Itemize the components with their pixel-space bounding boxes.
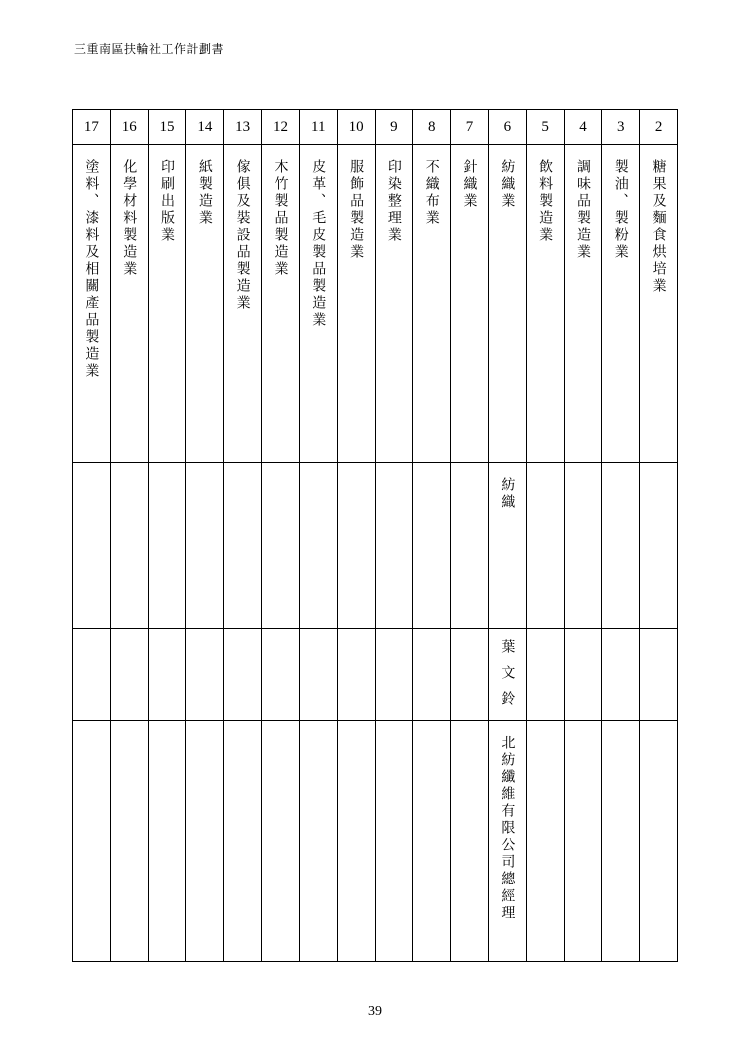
member-name-cell <box>337 629 375 721</box>
industry-cell <box>224 145 262 463</box>
number-cell: 2 <box>640 110 678 145</box>
industry-cell-text: 調味品製造業 <box>574 159 591 261</box>
number-cell: 9 <box>375 110 413 145</box>
industry-cell <box>488 145 526 463</box>
member-title-cell <box>262 721 300 962</box>
number-cell: 14 <box>186 110 224 145</box>
department-cell <box>564 463 602 629</box>
department-cell <box>337 463 375 629</box>
industry-cell <box>602 145 640 463</box>
industry-cell <box>299 145 337 463</box>
department-cell <box>186 463 224 629</box>
number-cell: 3 <box>602 110 640 145</box>
department-cell <box>602 463 640 629</box>
member-title-cell <box>224 721 262 962</box>
member-name-cell <box>375 629 413 721</box>
member-name-cell <box>640 629 678 721</box>
document-header-title: 三重南區扶輪社工作計劃書 <box>74 42 225 56</box>
industry-cell-text: 印刷出版業 <box>159 159 176 244</box>
industry-cell-text: 紡織業 <box>499 159 516 210</box>
member-name-cell-text: 葉文鈴 <box>499 639 516 717</box>
industry-cell-text: 製油、製粉業 <box>612 159 629 261</box>
industry-cell-text: 塗料、漆料及相關產品製造業 <box>83 159 100 380</box>
member-name-cell <box>110 629 148 721</box>
industry-cell <box>73 145 111 463</box>
member-name-cell <box>602 629 640 721</box>
industry-cell-text: 化學材料製造業 <box>121 159 138 278</box>
member-name-cell <box>526 629 564 721</box>
member-title-cell <box>186 721 224 962</box>
member-title-cell <box>526 721 564 962</box>
industry-cell-text: 不織布業 <box>423 159 440 227</box>
number-cell: 5 <box>526 110 564 145</box>
industry-cell <box>526 145 564 463</box>
member-name-cell <box>73 629 111 721</box>
industry-cell-text: 服飾品製造業 <box>348 159 365 261</box>
page-number: 39 <box>368 1004 382 1019</box>
number-row <box>73 110 678 145</box>
number-cell: 17 <box>73 110 111 145</box>
member-name-cell <box>451 629 489 721</box>
number-cell: 11 <box>299 110 337 145</box>
member-name-cell <box>148 629 186 721</box>
number-cell: 13 <box>224 110 262 145</box>
industry-cell <box>451 145 489 463</box>
member-title-cell <box>640 721 678 962</box>
member-name-cell <box>299 629 337 721</box>
number-cell: 6 <box>488 110 526 145</box>
department-cell <box>375 463 413 629</box>
department-cell <box>451 463 489 629</box>
member-name-cell <box>262 629 300 721</box>
department-cell <box>73 463 111 629</box>
industry-cell <box>262 145 300 463</box>
member-title-cell-text: 北紡纖維有限公司總經理 <box>499 735 516 922</box>
number-cell: 15 <box>148 110 186 145</box>
member-title-cell <box>337 721 375 962</box>
member-title-cell <box>488 721 526 962</box>
department-cell <box>148 463 186 629</box>
number-cell: 4 <box>564 110 602 145</box>
industry-cell-text: 針織業 <box>461 159 478 210</box>
department-cell <box>413 463 451 629</box>
industry-cell-text: 木竹製品製造業 <box>272 159 289 278</box>
member-title-row <box>73 721 678 962</box>
member-name-cell <box>488 629 526 721</box>
industry-cell <box>413 145 451 463</box>
industry-cell <box>186 145 224 463</box>
department-cell <box>526 463 564 629</box>
member-name-row <box>73 629 678 721</box>
member-title-cell <box>451 721 489 962</box>
industry-cell <box>110 145 148 463</box>
department-cell <box>299 463 337 629</box>
department-cell <box>224 463 262 629</box>
industry-cell-text: 飲料製造業 <box>537 159 554 244</box>
department-cell <box>640 463 678 629</box>
department-cell <box>488 463 526 629</box>
number-cell: 16 <box>110 110 148 145</box>
member-title-cell <box>110 721 148 962</box>
number-cell: 12 <box>262 110 300 145</box>
member-title-cell <box>564 721 602 962</box>
number-cell: 8 <box>413 110 451 145</box>
member-title-cell <box>73 721 111 962</box>
member-name-cell <box>413 629 451 721</box>
industry-cell-text: 傢俱及裝設品製造業 <box>234 159 251 312</box>
industry-cell-text: 糖果及麵食烘培業 <box>650 159 667 295</box>
industry-cell-text: 皮革、毛皮製品製造業 <box>310 159 327 329</box>
industry-cell-text: 紙製造業 <box>196 159 213 227</box>
industry-cell <box>375 145 413 463</box>
industry-cell <box>640 145 678 463</box>
industry-cell-text: 印染整理業 <box>385 159 402 244</box>
industry-cell <box>564 145 602 463</box>
number-cell: 7 <box>451 110 489 145</box>
department-cell <box>262 463 300 629</box>
industry-cell <box>148 145 186 463</box>
member-title-cell <box>148 721 186 962</box>
member-title-cell <box>413 721 451 962</box>
member-name-cell <box>224 629 262 721</box>
number-cell: 10 <box>337 110 375 145</box>
department-row <box>73 463 678 629</box>
member-title-cell <box>602 721 640 962</box>
industry-name-row <box>73 145 678 463</box>
member-title-cell <box>299 721 337 962</box>
member-name-cell <box>186 629 224 721</box>
department-cell-text: 紡織 <box>499 477 516 511</box>
industry-classification-table <box>72 109 678 962</box>
member-title-cell <box>375 721 413 962</box>
member-name-cell <box>564 629 602 721</box>
industry-cell <box>337 145 375 463</box>
department-cell <box>110 463 148 629</box>
